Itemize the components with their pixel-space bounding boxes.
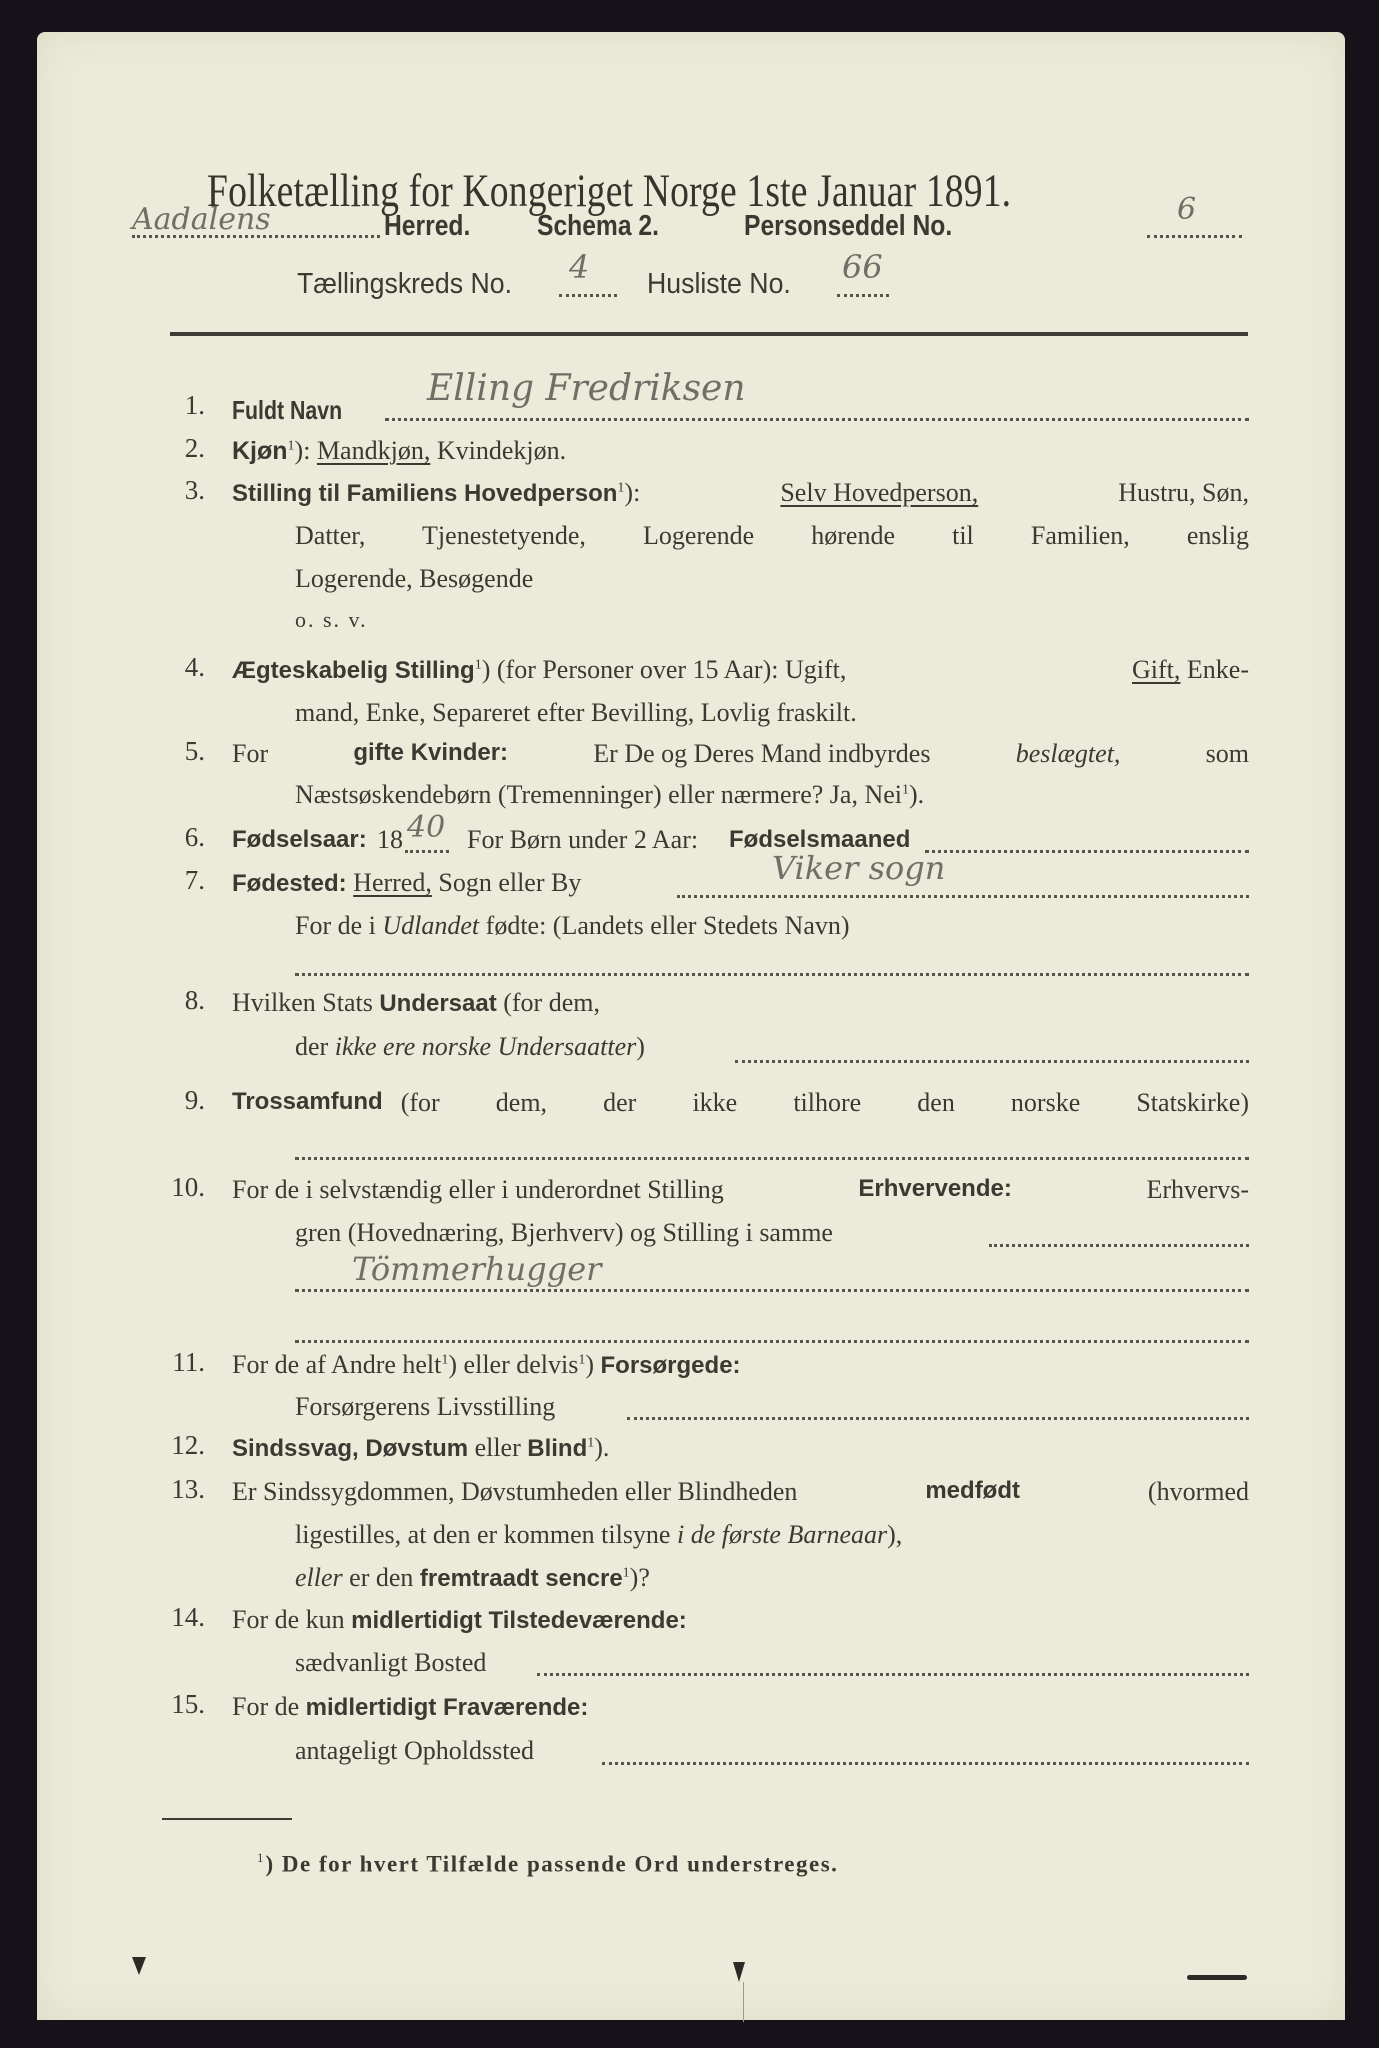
item-15-text: For de — [232, 1692, 300, 1721]
footnote-ref: 1 — [587, 1435, 595, 1451]
item-12-number: 12. — [171, 1430, 205, 1460]
item-3-colon: ): — [624, 478, 641, 507]
item-8-italic: ikke ere norske Undersaatter — [334, 1032, 637, 1061]
item-5-for: For — [232, 739, 269, 768]
item-7-birthplace — [37, 849, 1345, 995]
item-8-number: 8. — [184, 985, 205, 1015]
personseddel-label: Personseddel No. — [744, 210, 953, 242]
item-11-label: Forsørgede: — [600, 1352, 741, 1379]
item-5-line-2: Næstsøskendebørn (Tremenninger) eller nærmere? Ja, Nei — [295, 780, 902, 809]
option-kvindekjon: Kvindekjøn. — [436, 436, 567, 465]
item-13-text-end: (hvormed — [1147, 1477, 1249, 1506]
item-13-label: medfødt — [925, 1477, 1020, 1504]
occupation-value: Tömmerhugger — [352, 1250, 602, 1288]
item-7-text: Sogn eller By — [438, 868, 582, 897]
birthplace-value: Viker sogn — [772, 849, 946, 887]
item-7-label: Fødested: — [232, 870, 347, 897]
footnote-ref: 1 — [441, 1352, 449, 1368]
census-form-paper — [37, 32, 1345, 2020]
item-8-citizenship — [37, 985, 1345, 1075]
item-10-occupation — [37, 1172, 1345, 1352]
footnote-marker: 1 — [257, 1850, 266, 1865]
husliste-dotted-line — [837, 294, 889, 297]
item-10-line-2: gren (Hovednæring, Bjerhverv) og Stilling i samme — [295, 1218, 833, 1247]
option-mandkjon-selected: Mandkjøn, — [316, 436, 431, 465]
item-10-text: For de i selvstændig eller i underordnet Stilling — [232, 1175, 724, 1204]
item-12-disability — [37, 1430, 1345, 1472]
item-11-text-3: ) — [585, 1350, 595, 1379]
item-13-text: Er Sindssygdommen, Døvstumheden eller Blindheden — [232, 1477, 798, 1506]
footnote-ref: 1 — [617, 480, 625, 496]
item-12-label: Sindssvag, Døvstum — [232, 1435, 469, 1462]
item-3-options: Hustru, Søn, — [1118, 478, 1249, 507]
item-2-colon: ): — [294, 436, 311, 465]
item-3-position-in-family — [37, 475, 1345, 645]
header-row-taellingskreds — [297, 248, 1127, 306]
footnote-ref: 1 — [622, 1565, 630, 1581]
birth-year-value: 40 — [407, 810, 446, 845]
item-8-line-2-end: ) — [636, 1032, 645, 1061]
item-1-dotted-line — [385, 418, 1249, 421]
option-herred-selected: Herred, — [353, 868, 432, 897]
option-selv-hovedperson-selected: Selv Hovedperson, — [780, 478, 979, 507]
item-11-supported — [37, 1347, 1345, 1433]
item-9-text: (for dem, der ikke tilhore den norske Statskirke) — [400, 1088, 1249, 1117]
item-13-line-2: ligestilles, at den er kommen tilsyne — [295, 1520, 671, 1549]
item-3-osv: o. s. v. — [295, 607, 368, 632]
birth-year-prefix: 18 — [377, 825, 403, 854]
item-13-label-2: fremtraadt sencre — [419, 1565, 623, 1592]
item-3-label: Stilling til Familiens Hovedperson — [232, 480, 618, 507]
footnote-divider — [162, 1818, 292, 1820]
item-11-text: For de af Andre helt — [232, 1350, 442, 1379]
personseddel-value: 6 — [1177, 192, 1197, 227]
item-12-end: ). — [594, 1433, 610, 1462]
item-13-congenital — [37, 1474, 1345, 1604]
item-14-label: midlertidigt Tilstedeværende: — [351, 1607, 687, 1634]
item-7-line-2: For de i — [295, 911, 376, 940]
item-6-label: Fødselsaar: — [232, 826, 367, 853]
herred-label: Herred. — [384, 210, 471, 242]
full-name-value: Elling Fredriksen — [427, 368, 746, 409]
footnote-ref: 1 — [474, 657, 482, 673]
item-6-number: 6. — [184, 822, 205, 852]
item-5-italic: beslægtet, — [1015, 739, 1121, 768]
item-13-line-2-end: ), — [887, 1520, 903, 1549]
item-11-line-2: Forsørgerens Livsstilling — [295, 1392, 556, 1421]
item-2-label: Kjøn — [232, 437, 288, 465]
presumed-residence-dotted-line — [602, 1762, 1249, 1765]
paper-crease — [743, 1982, 744, 2022]
item-1-full-name — [37, 368, 1345, 432]
footnote-text: ) De for hvert Tilfælde passende Ord understreges. — [265, 1851, 839, 1877]
item-8-text-end: (for dem, — [503, 988, 600, 1017]
birthplace-dotted-line — [677, 895, 1249, 898]
item-3-number: 3. — [184, 475, 205, 505]
item-6-text: For Børn under 2 Aar: — [467, 825, 699, 854]
foreign-birthplace-dotted-line — [295, 973, 1249, 976]
item-9-number: 9. — [184, 1085, 205, 1115]
clip-mark-center — [733, 1962, 745, 1982]
item-5-end: ). — [909, 780, 925, 809]
clip-mark-right — [1187, 1975, 1247, 1980]
item-5-married-women — [37, 736, 1345, 822]
item-13-italic: i de første Barneaar — [676, 1520, 888, 1549]
item-7-line-2-end: fødte: (Landets eller Stedets Navn) — [485, 911, 850, 940]
header-row-herred — [132, 192, 1252, 248]
item-15-number: 15. — [171, 1689, 205, 1719]
header-divider — [170, 332, 1248, 336]
item-2-sex — [37, 433, 1345, 475]
item-9-religion — [37, 1085, 1345, 1175]
item-4-label: Ægteskabelig Stilling — [232, 657, 475, 684]
item-5-label: gifte Kvinder: — [353, 739, 509, 766]
herred-dotted-line — [132, 235, 380, 238]
item-4-line-2: mand, Enke, Separeret efter Bevilling, Lovlig fraskilt. — [295, 698, 857, 727]
item-14-line-2: sædvanligt Bosted — [295, 1648, 487, 1677]
religion-dotted-line — [295, 1157, 1249, 1160]
usual-residence-dotted-line — [537, 1673, 1249, 1676]
occupation-dotted-line-1 — [989, 1244, 1249, 1247]
item-5-text-end: som — [1205, 739, 1249, 768]
item-12-text: eller — [474, 1433, 521, 1462]
item-5-text: Er De og Deres Mand indbyrdes — [593, 739, 931, 768]
item-13-line-3: er den — [349, 1563, 414, 1592]
option-gift-selected: Gift, — [1132, 655, 1181, 684]
item-4-number: 4. — [184, 652, 205, 682]
item-3-line-3: Logerende, Besøgende — [295, 564, 534, 593]
taellingskreds-label: Tællingskreds No. — [297, 268, 512, 300]
taellingskreds-value: 4 — [569, 248, 590, 286]
husliste-value: 66 — [842, 248, 883, 286]
item-13-line-3-end: )? — [629, 1563, 650, 1592]
item-1-label: Fuldt Navn — [232, 395, 343, 425]
item-10-label: Erhvervende: — [858, 1175, 1012, 1202]
citizenship-dotted-line — [735, 1060, 1249, 1063]
item-13-number: 13. — [171, 1474, 205, 1504]
birth-month-dotted-line — [925, 850, 1249, 853]
item-14-number: 14. — [171, 1602, 205, 1632]
item-7-italic: Udlandet — [382, 911, 480, 940]
item-6-label-2: Fødselsmaaned — [729, 826, 911, 853]
footnote — [257, 1850, 838, 1878]
taellingskreds-dotted-line — [559, 294, 617, 297]
footnote-ref: 1 — [902, 782, 909, 798]
item-14-temporarily-present — [37, 1602, 1345, 1688]
item-4-text: ) (for Personer over 15 Aar): Ugift, — [481, 655, 847, 684]
item-8-label: Undersaat — [379, 990, 497, 1017]
item-2-number: 2. — [184, 433, 205, 463]
provider-dotted-line — [627, 1417, 1249, 1420]
form-title: Folketælling for Kongeriget Norge 1ste Januar 1891. — [207, 165, 1012, 217]
item-4-marital-status — [37, 652, 1345, 738]
item-10-number: 10. — [171, 1172, 205, 1202]
item-13-italic-2: eller — [295, 1563, 343, 1592]
item-12-label-2: Blind — [527, 1435, 588, 1462]
personseddel-dotted-line — [1147, 235, 1242, 238]
footnote-ref: 1 — [287, 438, 295, 454]
item-8-line-2: der — [295, 1032, 329, 1061]
item-1-number: 1. — [184, 390, 205, 420]
clip-mark-left — [132, 1957, 146, 1975]
item-14-text: For de kun — [232, 1605, 345, 1634]
occupation-dotted-line-2 — [295, 1289, 1249, 1292]
item-15-label: midlertidigt Fraværende: — [305, 1694, 589, 1721]
item-15-line-2: antageligt Opholdssted — [295, 1736, 535, 1765]
herred-value: Aadalens — [132, 202, 271, 237]
item-4-text-end: Enke- — [1186, 655, 1249, 684]
item-5-number: 5. — [184, 736, 205, 766]
husliste-label: Husliste No. — [647, 268, 791, 300]
item-9-label: Trossamfund — [232, 1088, 383, 1115]
item-7-number: 7. — [184, 865, 205, 895]
item-10-text-end: Erhvervs- — [1146, 1175, 1249, 1204]
item-11-number: 11. — [172, 1347, 205, 1377]
footnote-ref: 1 — [578, 1352, 586, 1368]
item-15-temporarily-absent — [37, 1689, 1345, 1779]
item-11-text-2: ) eller delvis — [448, 1350, 579, 1379]
occupation-dotted-line-3 — [295, 1340, 1249, 1343]
birth-year-dotted-line — [405, 850, 449, 853]
schema-label: Schema 2. — [537, 210, 659, 242]
item-8-text: Hvilken Stats — [232, 988, 373, 1017]
item-3-line-2: Datter, Tjenestetyende, Logerende hørende til Familien, enslig — [295, 521, 1249, 550]
item-6-birth-year — [37, 810, 1345, 864]
